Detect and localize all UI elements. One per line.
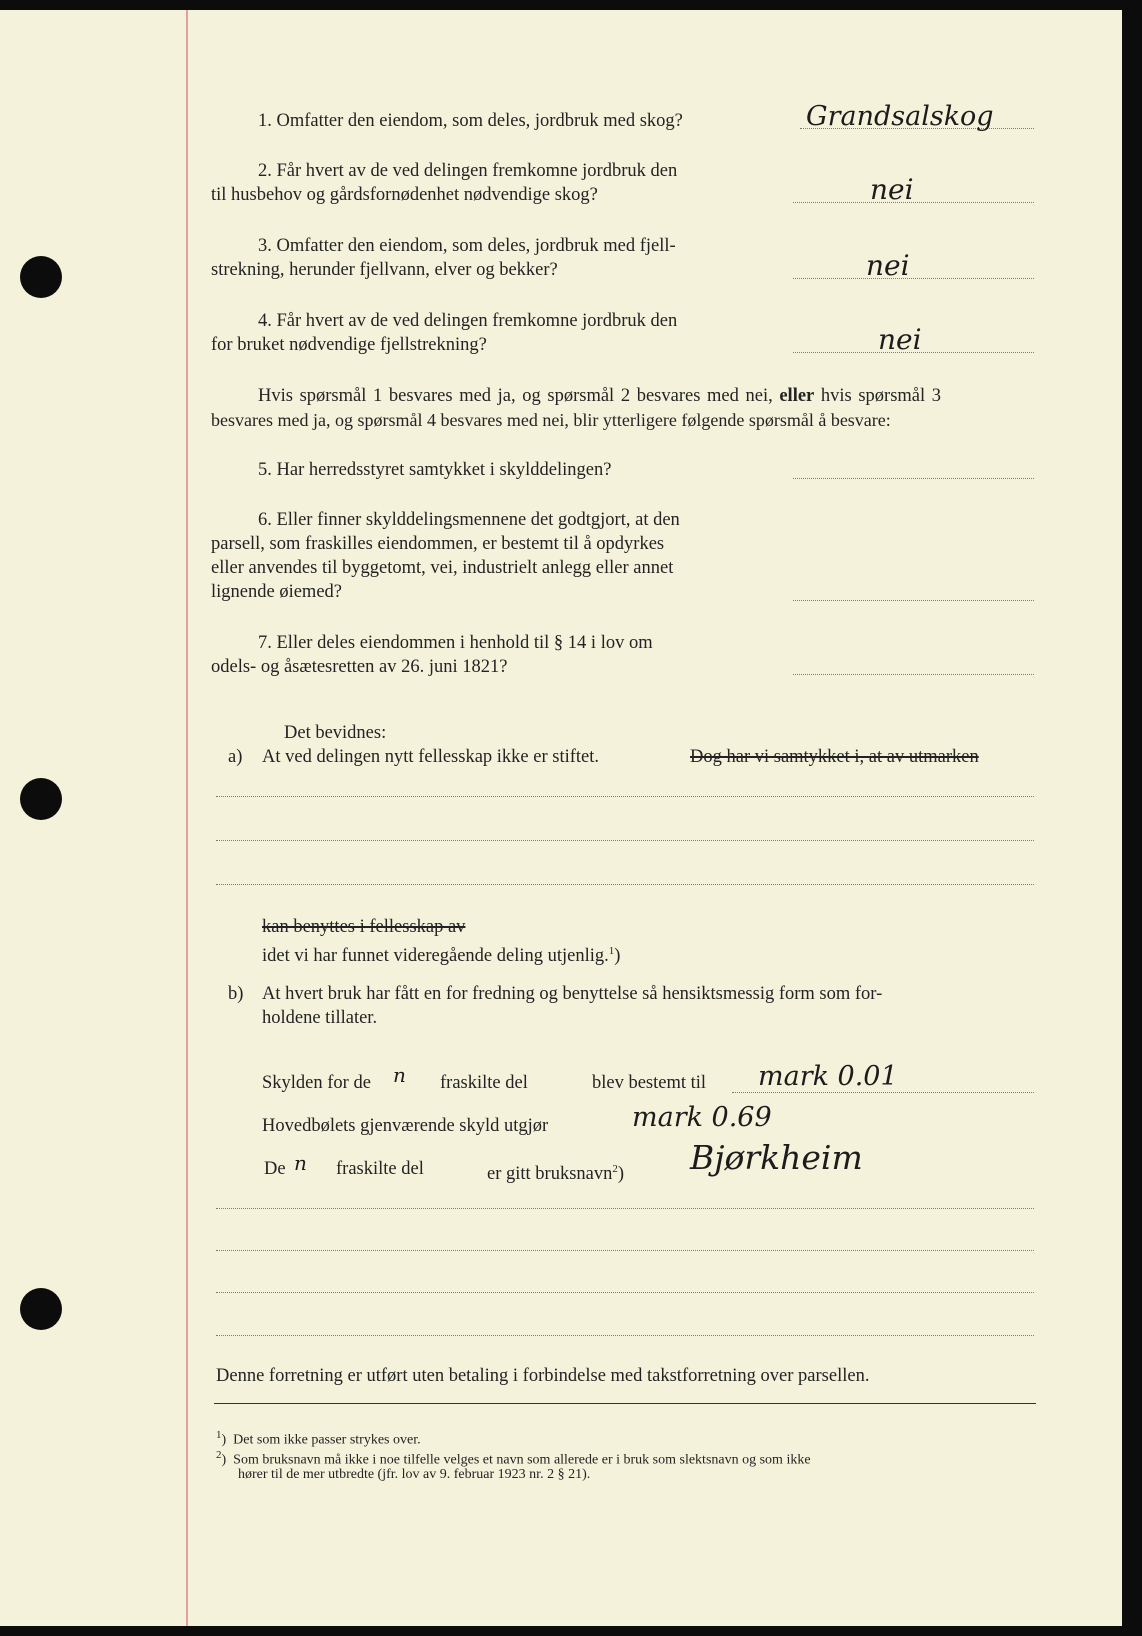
question-3-line-1: 3. Omfatter den eiendom, som deles, jordbruk med fjell- [258,236,676,256]
question-7-line-1: 7. Eller deles eiendommen i henhold til § 14 i lov om [258,633,653,653]
question-5: 5. Har herredsstyret samtykket i skylddelingen? [258,460,612,480]
instruction-line-1: Hvis spørsmål 1 besvares med ja, og spørsmål 2 besvares med nei, eller hvis spørsmål 3 [258,386,942,406]
question-6-line-3: eller anvendes til byggetomt, vei, industrielt anlegg eller annet [211,558,674,578]
question-6-line-2: parsell, som fraskilles eiendommen, er bestemt til å opdyrkes [211,534,665,554]
navn-label-3: er gitt bruksnavn$^2$) [487,1163,625,1185]
item-a-text: At ved delingen nytt fellesskap ikke er stiftet. [262,747,600,767]
item-b-label: b) [228,984,244,1004]
skyld-handwritten-suffix: n [393,1063,406,1087]
margin-rule [186,10,188,1626]
skyld-label-2: fraskilte del [440,1073,528,1093]
question-1: 1. Omfatter den eiendom, som deles, jordbruk med skog? [258,111,683,131]
instruction-line-2: besvares med ja, og spørsmål 4 besvares med nei, blir ytterligere følgende spørsmål å besvare: [211,410,891,430]
punch-hole [20,256,62,298]
item-b-line-2: holdene tillater. [262,1008,378,1028]
answer-line-6 [793,600,1034,601]
answer-4-handwritten: nei [878,323,922,356]
footnote-2-line-1: $^2$) Som bruksnavn må ikke i noe tilfelle velges et navn som allerede er i bruk som slektsnavn og som ikke [216,1449,811,1468]
question-4-line-1: 4. Får hvert av de ved delingen fremkomne jordbruk den [258,311,678,331]
question-6-line-1: 6. Eller finner skylddelingsmennene det godtgjort, at den [258,510,680,530]
skyld-value-handwritten: mark 0.01 [758,1061,898,1092]
question-3-line-2: strekning, herunder fjellvann, elver og bekker? [211,260,558,280]
question-4-line-2: for bruket nødvendige fjellstrekning? [211,335,487,355]
blank-line [216,1335,1034,1336]
answer-1-handwritten: Grandsalskog [806,101,994,132]
footnote-2-line-2: hører til de mer utbredte (jfr. lov av 9. februar 1923 nr. 2 § 21). [238,1467,591,1482]
certification-heading: Det bevidnes: [284,723,387,743]
item-a-continuation: idet vi har funnet videregående deling utjenlig.$^1$) [262,945,621,967]
skyld-value-line [732,1092,1034,1093]
question-6-line-4: lignende øiemed? [211,582,342,602]
answer-line-5 [793,478,1034,479]
hovedbol-value-handwritten: mark 0.69 [632,1102,772,1133]
punch-hole [20,1288,62,1330]
item-b-line-1: At hvert bruk har fått en for fredning og benyttelse så hensiktsmessig form som for- [262,984,883,1004]
blank-line [216,1292,1034,1293]
navn-label-1: De [264,1159,286,1179]
item-a-label: a) [228,747,243,767]
bruksnavn-handwritten: Bjørkheim [690,1138,863,1177]
question-2-line-2: til husbehov og gårdsfornødenhet nødvendige skog? [211,185,598,205]
closing-statement: Denne forretning er utført uten betaling i forbindelse med takstforretning over parsellen. [216,1366,870,1386]
blank-line [216,884,1034,885]
blank-line [216,1208,1034,1209]
form-page [0,10,1122,1626]
skyld-label-1: Skylden for de [262,1073,371,1093]
item-a-struck-text: Dog har vi samtykket i, at av utmarken [690,747,979,767]
blank-line [216,1250,1034,1251]
question-2-line-1: 2. Får hvert av de ved delingen fremkomne jordbruk den [258,161,678,181]
answer-line-7 [793,674,1034,675]
answer-2-handwritten: nei [870,173,914,206]
footnote-1: $^1$) Det som ikke passer strykes over. [216,1429,421,1448]
navn-label-2: fraskilte del [336,1159,424,1179]
skyld-label-3: blev bestemt til [592,1073,707,1093]
navn-handwritten-suffix: n [294,1151,307,1175]
question-7-line-2: odels- og åsætesretten av 26. juni 1821? [211,657,508,677]
answer-3-handwritten: nei [866,249,910,282]
hovedbol-label: Hovedbølets gjenværende skyld utgjør [262,1116,549,1136]
blank-line [216,840,1034,841]
answer-line-3 [793,278,1034,279]
blank-line [216,796,1034,797]
punch-hole [20,778,62,820]
footnote-rule [214,1403,1036,1404]
item-a-struck-text-2: kan benyttes i fellesskap av [262,917,466,937]
